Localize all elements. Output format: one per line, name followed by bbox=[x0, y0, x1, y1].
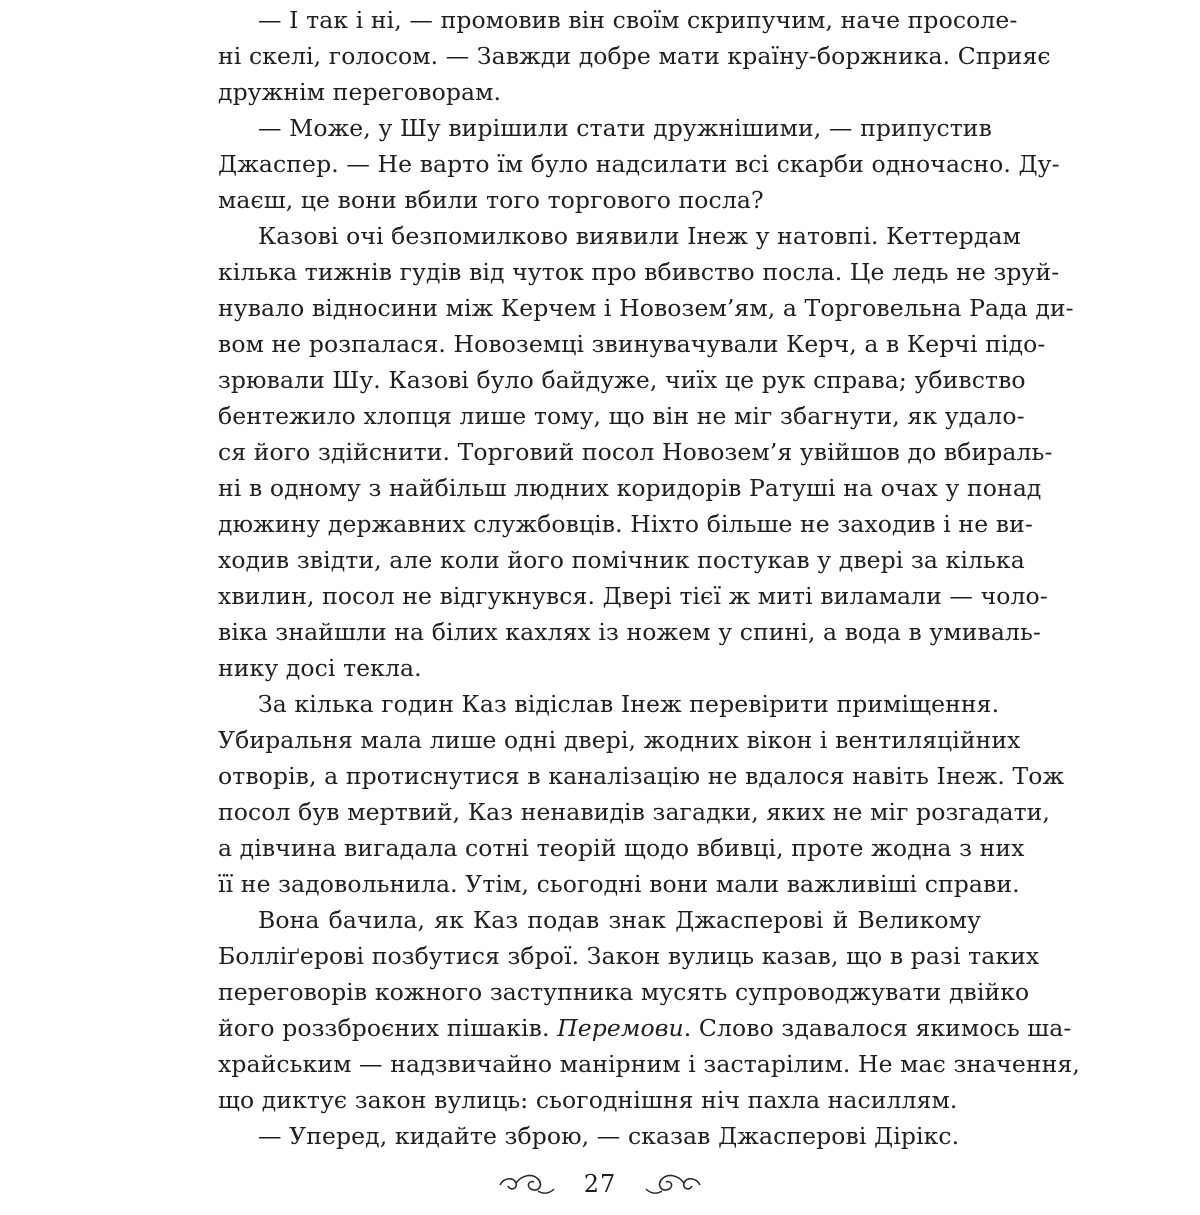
text-line: отворів, а протиснутися в каналізацію не вдалося навіть Інеж. Тож bbox=[218, 762, 1065, 790]
text-line: бентежило хлопця лише тому, що він не міг збагнути, як удало- bbox=[218, 402, 1025, 430]
text-line: ні скелі, голосом. — Завжди добре мати країну-боржника. Сприяє bbox=[218, 42, 1051, 70]
text-line: — І так і ні, — промовив він своїм скрипучим, наче просоле- bbox=[258, 6, 1018, 34]
text-line: дружнім переговорам. bbox=[218, 78, 502, 106]
flourish-ornament-right-icon bbox=[642, 1165, 702, 1199]
text-line: Джаспер. — Не варто їм було надсилати всі скарби одночасно. Ду- bbox=[218, 150, 1060, 178]
text-line: храйським — надзвичайно манірним і застарілим. Не має значення, bbox=[218, 1050, 1080, 1078]
text-line bbox=[218, 1010, 1072, 1046]
text-line: ся його здійснити. Торговий посол Новозем’я увійшов до вбираль- bbox=[218, 438, 1053, 466]
text-line: ходив звідти, але коли його помічник постукав у двері за кілька bbox=[218, 546, 1025, 574]
text-line: Болліґерові позбутися зброї. Закон вулиць казав, що в разі таких bbox=[218, 942, 1040, 970]
text-line: дюжину державних службовців. Ніхто більше не заходив і не ви- bbox=[218, 510, 1033, 538]
text-line: — Уперед, кидайте зброю, — сказав Джасперові Дірікс. bbox=[258, 1122, 960, 1150]
text-line: посол був мертвий, Каз ненавидів загадки, яких не міг розгадати, bbox=[218, 798, 1050, 826]
text-line: маєш, це вони вбили того торгового посла? bbox=[218, 186, 764, 214]
text-line: Вона бачила, як Каз подав знак Джасперові й Великому bbox=[258, 906, 981, 934]
italic-word: Перемови bbox=[557, 1014, 684, 1042]
page-number: 27 bbox=[583, 1170, 617, 1198]
text-line: ні в одному з найбільш людних коридорів Ратуші на очах у понад bbox=[218, 474, 1042, 502]
text-line: Убиральня мала лише одні двері, жодних вікон і вентиляційних bbox=[218, 726, 1021, 754]
text-line: що диктує закон вулиць: сьогоднішня ніч пахла насиллям. bbox=[218, 1086, 958, 1114]
text-line: За кілька годин Каз відіслав Інеж перевірити приміщення. bbox=[258, 690, 1000, 718]
text-line: її не задовольнила. Утім, сьогодні вони мали важливіші справи. bbox=[218, 870, 1020, 898]
text-line: віка знайшли на білих кахлях із ножем у спині, а вода в умиваль- bbox=[218, 618, 1041, 646]
text-segment: його роззброєних пішаків. bbox=[218, 1014, 550, 1042]
text-line: нику досі текла. bbox=[218, 654, 422, 682]
text-line: а дівчина вигадала сотні теорій щодо вбивці, проте жодна з них bbox=[218, 834, 1025, 862]
text-line: — Може, у Шу вирішили стати дружнішими, — припустив bbox=[258, 114, 992, 142]
text-line: переговорів кожного заступника мусять супроводжувати двійко bbox=[218, 978, 1030, 1006]
text-line: хвилин, посол не відгукнувся. Двері тієї ж миті виламали — чоло- bbox=[218, 582, 1048, 610]
text-line: нувало відносини між Керчем і Новозем’ям, а Торговельна Рада ди- bbox=[218, 294, 1074, 322]
page-footer bbox=[498, 1165, 702, 1215]
text-segment: . Слово здавалося якимось ша- bbox=[683, 1014, 1072, 1042]
text-line: вом не розпалася. Новоземці звинувачували Керч, а в Керчі підо- bbox=[218, 330, 1046, 358]
text-line: зрювали Шу. Казові було байдуже, чиїх це рук справа; убивство bbox=[218, 366, 1026, 394]
text-line: Казові очі безпомилково виявили Інеж у натовпі. Кеттердам bbox=[258, 222, 1021, 250]
text-line: кілька тижнів гудів від чуток про вбивство посла. Це ледь не зруй- bbox=[218, 258, 1060, 286]
